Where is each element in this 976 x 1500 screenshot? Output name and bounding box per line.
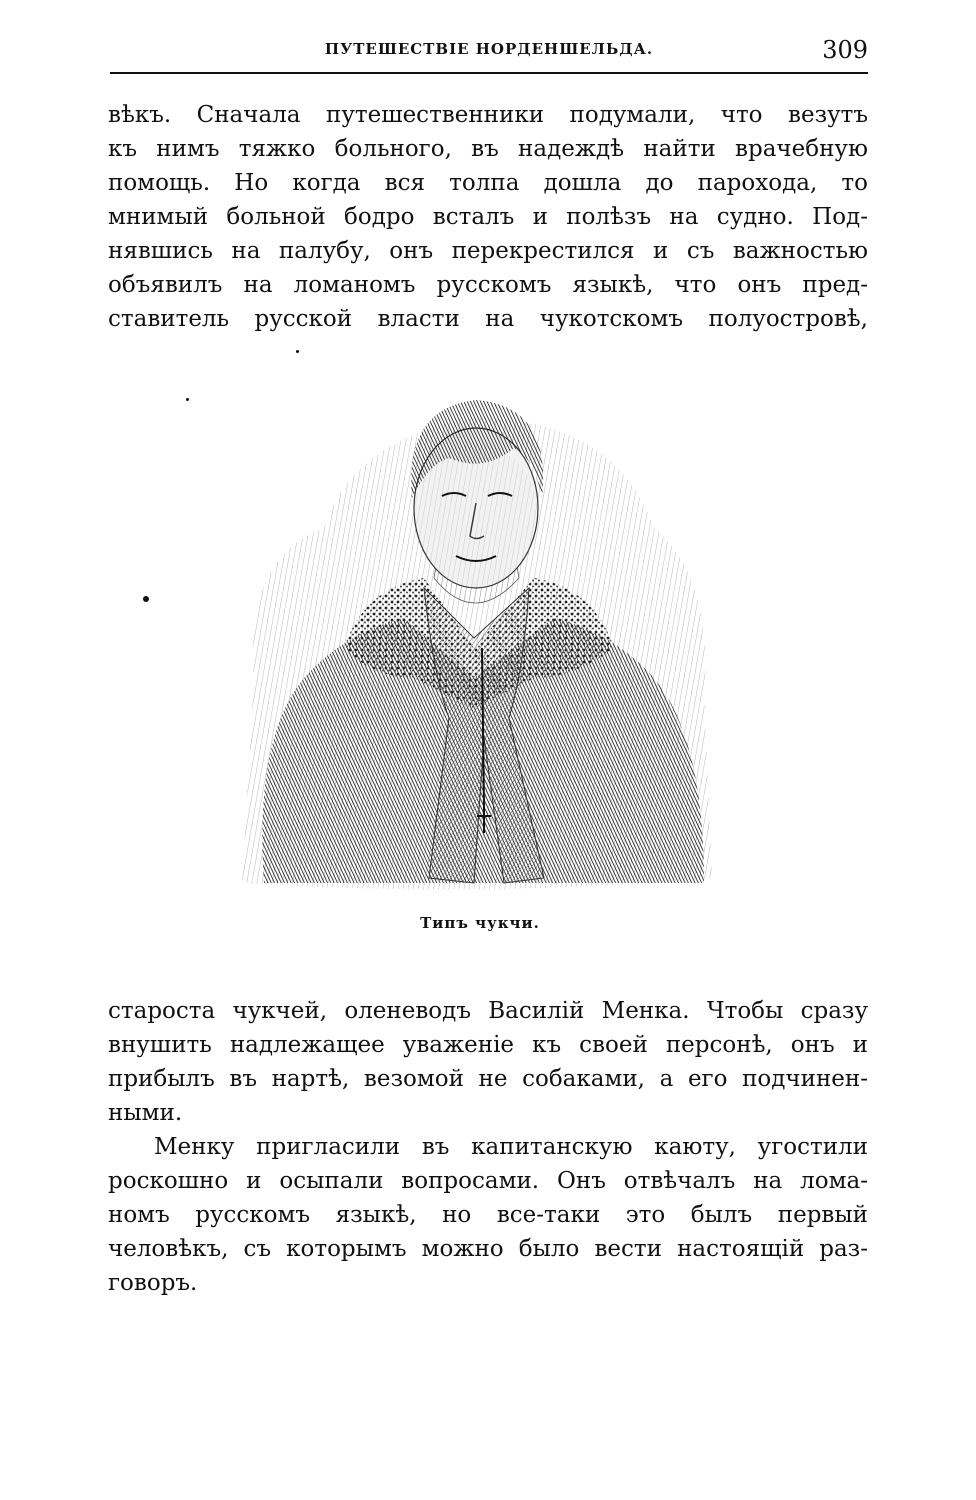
text-line: Менку пригласили въ капитанскую каюту, угостили xyxy=(154,1134,868,1160)
paragraph-3 xyxy=(108,1130,868,1300)
text-line: человѣкъ, съ которымъ можно было вести настоящій раз- xyxy=(108,1236,868,1262)
text-line: ными. xyxy=(108,1100,183,1126)
text-line: роскошно и осыпали вопросами. Онъ отвѣчалъ на лома- xyxy=(108,1168,868,1194)
text-line: къ нимъ тяжко больного, въ надеждѣ найти врачебную xyxy=(108,136,868,162)
text-line: прибылъ въ нартѣ, везомой не собаками, а его подчинен- xyxy=(108,1066,868,1092)
text-line: внушить надлежащее уваженіе къ своей персонѣ, онъ и xyxy=(108,1032,868,1058)
figure-caption: Типъ чукчи. xyxy=(420,914,540,932)
text-line: номъ русскомъ языкѣ, но все-таки это былъ первый xyxy=(108,1202,868,1228)
header-rule xyxy=(110,72,868,74)
print-speck xyxy=(296,350,299,353)
text-line: мнимый больной бодро всталъ и полѣзъ на судно. Под- xyxy=(108,204,868,230)
paragraph-1 xyxy=(108,98,868,336)
print-speck xyxy=(143,596,149,602)
paragraph-2 xyxy=(108,994,868,1130)
page-number: 309 xyxy=(822,36,868,64)
text-line: вѣкъ. Сначала путешественники подумали, что везутъ xyxy=(108,102,868,128)
text-line: объявилъ на ломаномъ русскомъ языкѣ, что онъ пред- xyxy=(108,272,868,298)
text-line: помощь. Но когда вся толпа дошла до парохода, то xyxy=(108,170,868,196)
running-title: ПУТЕШЕСТВІЕ НОРДЕНШЕЛЬДА. xyxy=(324,40,654,58)
text-line: говоръ. xyxy=(108,1270,198,1296)
print-speck xyxy=(186,398,189,401)
text-line: староста чукчей, оленеводъ Василій Менка. Чтобы сразу xyxy=(108,998,868,1024)
text-line: ставитель русской власти на чукотскомъ полуостровѣ, xyxy=(108,306,868,332)
portrait-engraving xyxy=(234,378,718,898)
page-header xyxy=(110,36,868,70)
text-line: нявшись на палубу, онъ перекрестился и съ важностью xyxy=(108,238,868,264)
